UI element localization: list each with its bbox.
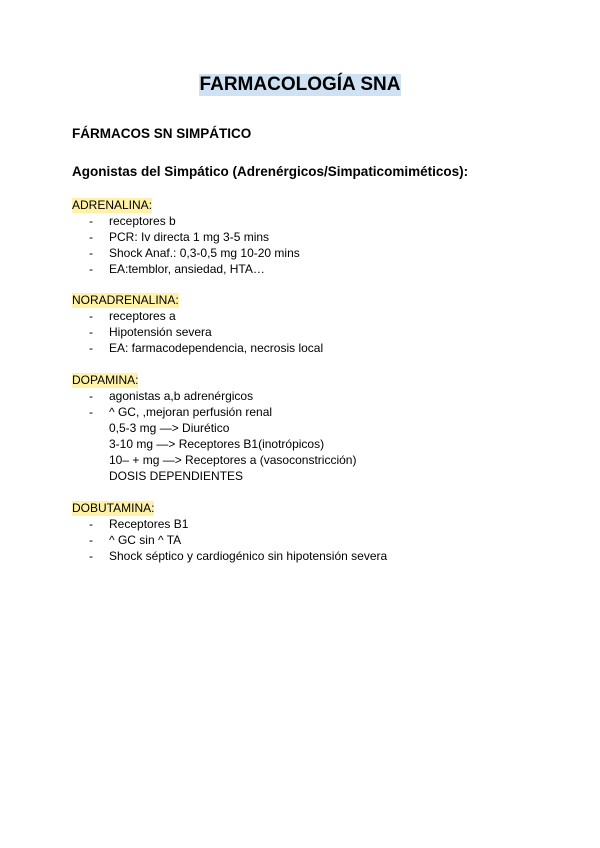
list-item [72, 229, 532, 245]
bullet-dash: - [89, 405, 93, 419]
list-item-continuation [72, 436, 532, 452]
list-item [72, 548, 532, 564]
bullet-dash: - [89, 246, 93, 260]
list-item-text: 0,5-3 mg —> Diurético [109, 421, 230, 435]
list-item-continuation [72, 420, 532, 436]
drug-title-adrenalina: ADRENALINA: [72, 198, 153, 212]
list-item-text: Hipotensión severa [109, 325, 212, 339]
list-item [72, 308, 532, 324]
drug-title-dobutamina: DOBUTAMINA: [72, 501, 155, 515]
list-item-text: receptores b [109, 214, 176, 228]
bullet-dash: - [89, 549, 93, 563]
bullet-dash: - [89, 389, 93, 403]
list-item [72, 245, 532, 261]
list-item-continuation [72, 468, 532, 484]
list-item-text: ^ GC sin ^ TA [109, 533, 182, 547]
drug-title-noradrenalina: NORADRENALINA: [72, 293, 179, 307]
list-item-text: 10– + mg —> Receptores a (vasoconstricción) [109, 453, 357, 467]
list-item-continuation [72, 452, 532, 468]
list-item-text: EA: farmacodependencia, necrosis local [109, 341, 324, 355]
list-item-text: EA:temblor, ansiedad, HTA… [109, 262, 265, 276]
list-item-text: Shock Anaf.: 0,3-0,5 mg 10-20 mins [109, 246, 300, 260]
bullet-dash: - [89, 262, 93, 276]
list-item [72, 404, 532, 420]
list-item-text: 3-10 mg —> Receptores B1(inotrópicos) [109, 437, 325, 451]
list-item-text: Receptores B1 [109, 517, 189, 531]
subsection-heading: Agonistas del Simpático (Adrenérgicos/Simpaticomiméticos): [72, 164, 469, 179]
list-item [72, 340, 532, 356]
section-dopamina [72, 373, 532, 484]
list-item-text: agonistas a,b adrenérgicos [109, 389, 254, 403]
list-item [72, 388, 532, 404]
bullet-dash: - [89, 341, 93, 355]
bullet-dash: - [89, 309, 93, 323]
bullet-dash: - [89, 214, 93, 228]
section-dobutamina [72, 501, 532, 564]
list-item [72, 516, 532, 532]
section-noradrenalina [72, 293, 532, 356]
list-item [72, 532, 532, 548]
section-adrenalina [72, 198, 532, 277]
bullet-dash: - [89, 517, 93, 531]
list-item-text: DOSIS DEPENDIENTES [109, 469, 244, 483]
list-item-text: ^ GC, ,mejoran perfusión renal [109, 405, 273, 419]
bullet-dash: - [89, 325, 93, 339]
list-item-text: Shock séptico y cardiogénico sin hipotensión severa [109, 549, 388, 563]
list-item [72, 213, 532, 229]
bullet-dash: - [89, 533, 93, 547]
list-item-text: receptores a [109, 309, 176, 323]
section-heading: FÁRMACOS SN SIMPÁTICO [72, 126, 252, 141]
list-item [72, 261, 532, 277]
document-title: FARMACOLOGÍA SNA [199, 74, 401, 95]
list-item-text: PCR: Iv directa 1 mg 3-5 mins [109, 230, 270, 244]
title-container [0, 74, 600, 96]
list-item [72, 324, 532, 340]
bullet-dash: - [89, 230, 93, 244]
drug-title-dopamina: DOPAMINA: [72, 373, 139, 387]
